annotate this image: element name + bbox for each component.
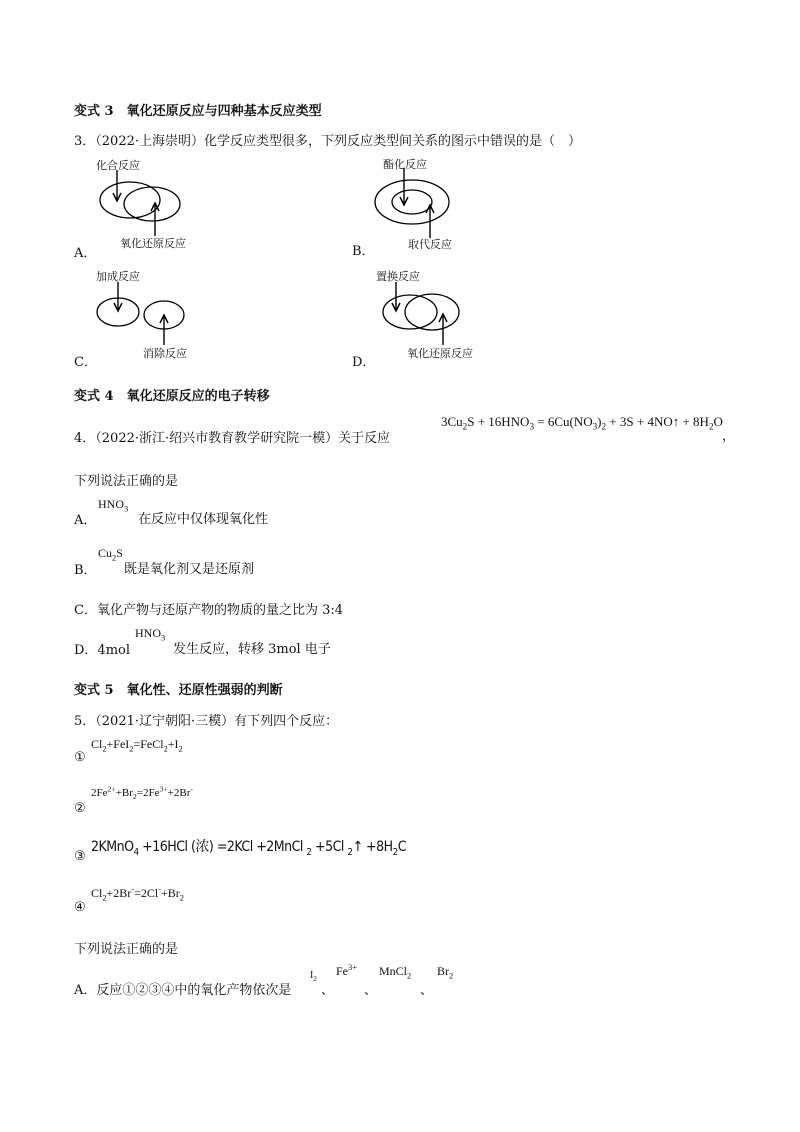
diagram-a-bottom-label: 氧化还原反应 — [120, 237, 186, 250]
sep-2: 、 — [364, 983, 378, 998]
option-c-q4: C．氧化产物与还原产物的物质的量之比为 3:4 — [74, 603, 344, 618]
sep-3: 、 — [420, 983, 434, 998]
diagram-d-left-ellipse — [383, 295, 437, 329]
option-b-letter-q4: B． — [74, 563, 97, 578]
option-a-text-q4: 在反应中仅体现氧化性 — [138, 512, 269, 527]
option-d-letter: D． — [352, 355, 376, 370]
formula-hno3-d: $HNO_3$ — [135, 626, 166, 643]
section-title-4: 变式 4 氧化还原反应的电子转移 — [74, 389, 270, 404]
option-b-letter: B． — [352, 244, 375, 259]
reaction-3: 2KMnO$_4$ +16HCl (浓) =2KCl +2MnCl $_2$ +5Cl $_2$↑ $+8H_2C$ — [91, 839, 407, 858]
diagram-d-right-ellipse — [405, 294, 459, 330]
section-title-5: 变式 5 氧化性、还原性强弱的判断 — [74, 683, 283, 698]
option-b-text-q4: 既是氧化剂又是还原剂 — [124, 562, 255, 577]
question-4-comma: ， — [722, 429, 736, 444]
diagram-d — [0, 0, 800, 400]
formula-hno3: $HNO_3$ — [98, 497, 129, 514]
option-c-letter: C． — [74, 355, 97, 370]
reaction-equation-1: $3Cu_2S + 16HNO_3 = 6Cu(NO_3)_2 + 3S$ + 4NO↑ + $8H_2O$ — [441, 414, 723, 432]
option-d-text-q4: 发生反应，转移 3mol 电子 — [173, 642, 331, 657]
reaction-3-number: ③ — [74, 849, 86, 864]
reaction-4-number: ④ — [74, 900, 86, 915]
reaction-1: $Cl_2+FeI_2=FeCl_2+I_2$ — [91, 737, 183, 754]
diagram-c-bottom-label: 消除反应 — [143, 347, 187, 360]
option-a-letter: A． — [74, 246, 97, 261]
option-a-letter-q4: A． — [74, 513, 97, 528]
question-5-option-a: A．反应①②③④中的氧化产物依次是 — [74, 983, 292, 998]
diagram-c-top-label: 加成反应 — [96, 270, 140, 283]
diagram-a-top-label: 化合反应 — [96, 159, 140, 172]
reaction-2-number: ② — [74, 801, 86, 816]
diagram-b-bottom-label: 取代反应 — [408, 238, 452, 251]
diagram-d-top-label: 置换反应 — [376, 270, 420, 283]
product-i2: $I_2$ — [310, 970, 317, 983]
reaction-2: $2Fe^{2+}+Br_2=2Fe^{3+}+2Br^-$ — [91, 784, 193, 802]
product-fe3: $Fe^{3+}$ — [336, 963, 357, 978]
formula-cu2s: $Cu_2S$ — [98, 546, 123, 563]
sep-1: 、 — [321, 983, 335, 998]
product-mncl2: MnCl$_2$ — [379, 964, 412, 981]
question-4-stem: 4．（2022·浙江·绍兴市教育教学研究院一模）关于反应 — [74, 431, 391, 446]
reaction-1-number: ① — [74, 750, 86, 765]
question-5-line: 下列说法正确的是 — [74, 942, 179, 957]
reaction-4: $Cl_2+2Br^-=2Cl^-+Br_2$ — [91, 885, 184, 903]
diagram-b-top-label: 酯化反应 — [383, 158, 427, 171]
question-3-stem: 3．（2022·上海崇明）化学反应类型很多，下列反应类型间关系的图示中错误的是（ ） — [74, 134, 581, 149]
diagram-d-bottom-label: 氧化还原反应 — [407, 347, 473, 360]
section-title-3: 变式 3 氧化还原反应与四种基本反应类型 — [74, 104, 322, 119]
option-d-pre-q4: D．4mol — [74, 643, 131, 658]
product-br2: $Br_2$ — [437, 964, 454, 981]
question-5-stem: 5．（2021·辽宁朝阳·三模）有下列四个反应： — [74, 714, 339, 729]
question-4-line2: 下列说法正确的是 — [74, 474, 179, 489]
